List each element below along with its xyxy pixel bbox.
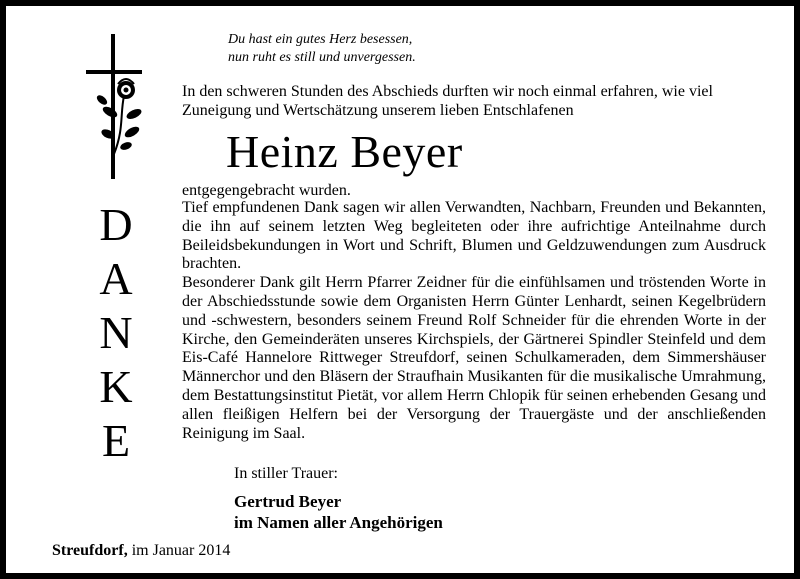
thanks-paragraph-2: Besonderer Dank gilt Herrn Pfarrer Zeidner für die einfühlsamen und tröstenden Worte in der Abschiedsstunde sowie dem Organisten Herrn Günter Lenhardt, seinen Kegelbrüdern und -schwestern, besonders seinem Freund Rolf Schneider für die ehrenden Worte in der Kirche, den Gemeinderäten unseres Kirchspiels, der Gärtnerei Spindler Steinfeld und dem Eis-Café Hannelore Rittweger Streufdorf, seinen Schulkameraden, dem Simmershäuser Männerchor und den Bläsern der Straufhain Musikanten für die musikalische Umrahmung, dem Bestattungsinstitut Pietät, vor allem Herrn Chlopik für seinen erhebenden Gesang und allen fleißigen Helfern bei der Versorgung der Trauergäste und der anschließenden Reinigung im Saal. (182, 274, 766, 442)
danke-vertical-word (86, 198, 146, 468)
danke-letter: E (101, 415, 131, 466)
danke-letter: A (99, 253, 133, 304)
cross-with-rose-icon (84, 34, 154, 179)
signer-relatives: im Namen aller Angehörigen (234, 513, 443, 532)
intro-text: In den schweren Stunden des Abschieds durften wir noch einmal erfahren, wie viel Zuneigung und Wertschätzung unserem lieben Entschlafenen (182, 83, 713, 119)
signer-name: Gertrud Beyer (234, 492, 342, 511)
intro-continuation: entgegengebracht wurden. (182, 182, 351, 199)
deceased-name: Heinz Beyer (226, 126, 463, 177)
danke-letter: N (99, 307, 133, 358)
motto-line-1: Du hast ein gutes Herz besessen, (228, 32, 413, 47)
place-and-date (52, 541, 230, 560)
danke-letter: K (99, 361, 133, 412)
motto-line-2: nun ruht es still und unvergessen. (228, 50, 416, 65)
signers-block (234, 491, 443, 533)
mourning-phrase: In stiller Trauer: (234, 465, 338, 482)
motto-verse (228, 31, 416, 67)
thanks-paragraph-1: Tief empfundenen Dank sagen wir allen Verwandten, Nachbarn, Freunden und Bekannten, die ihn auf seinem letzten Weg begleiteten oder ihre aufrichtige Anteilnahme durch Beileidsbekundungen in Wort und Schrift, Blumen und Geldzuwendungen zum Ausdruck brachten. (182, 199, 766, 273)
place-town: Streufdorf, (52, 542, 128, 559)
place-date: im Januar 2014 (131, 542, 231, 559)
danke-letter: D (99, 199, 133, 250)
thanks-body (182, 199, 766, 443)
